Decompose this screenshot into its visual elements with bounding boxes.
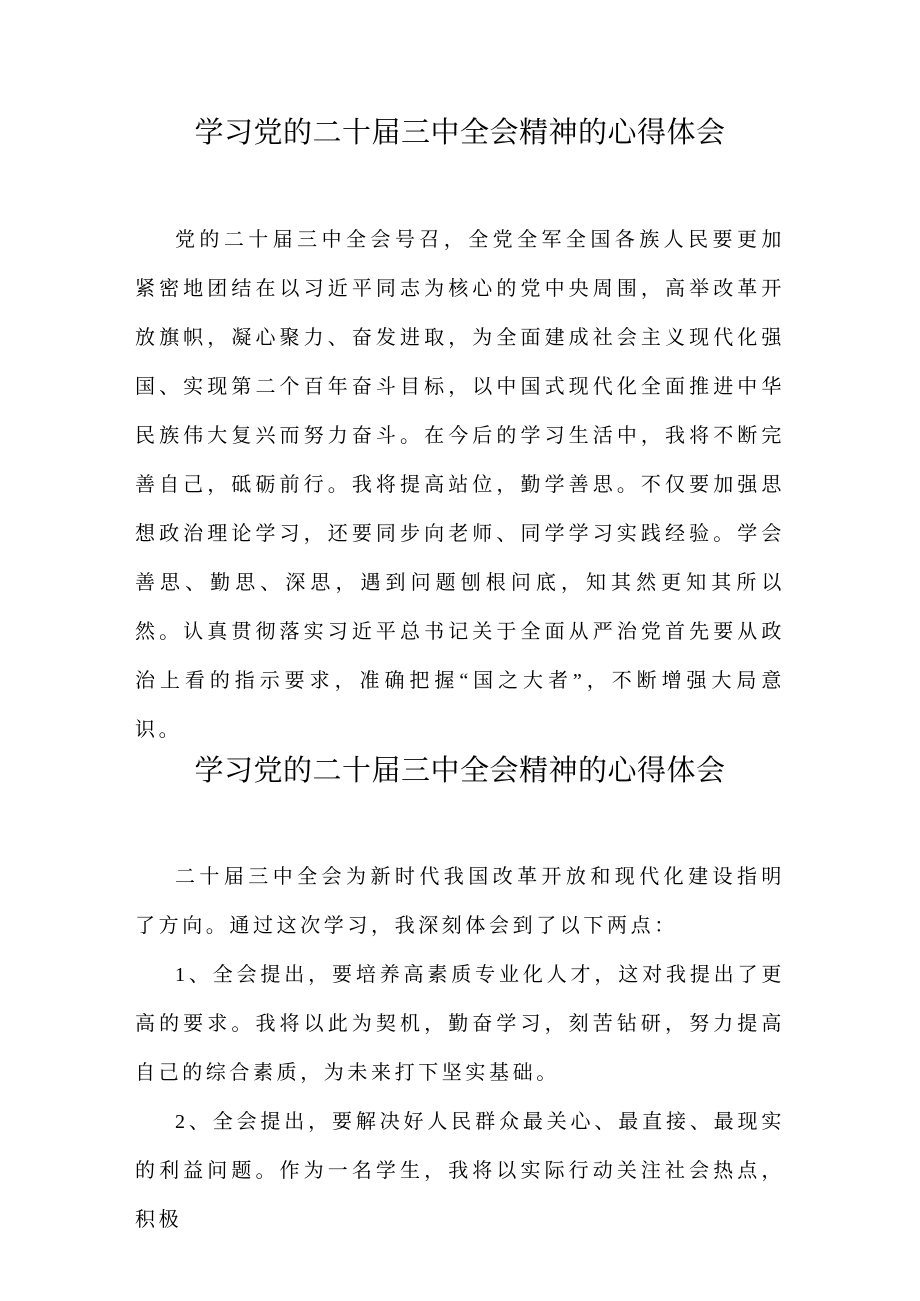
essay-paragraph: 二十届三中全会为新时代我国改革开放和现代化建设指明了方向。通过这次学习，我深刻体会到了以下两点：: [135, 866, 785, 937]
essay-section-2: [135, 751, 785, 1245]
essay-title: 学习党的二十届三中全会精神的心得体会: [194, 755, 726, 787]
essay-paragraph: 2、全会提出，要解决好人民群众最关心、最直接、最现实的利益问题。作为一名学生，我将以实际行动关注社会热点，积极: [135, 1111, 785, 1231]
essay-title: 学习党的二十届三中全会精神的心得体会: [194, 117, 726, 149]
essay-paragraph: 党的二十届三中全会号召，全党全军全国各族人民要更加紧密地团结在以习近平同志为核心的党中央周围，高举改革开放旗帜，凝心聚力、奋发进取，为全面建成社会主义现代化强国、实现第二个百年奋斗目标，以中国式现代化全面推进中华民族伟大复兴而努力奋斗。在今后的学习生活中，我将不断完善自己，砥砺前行。我将提高站位，勤学善思。不仅要加强思想政治理论学习，还要同步向老师、同学学习实践经验。学会善思、勤思、深思，遇到问题刨根问底，知其然更知其所以然。认真贯彻落实习近平总书记关于全面从严治党首先要从政治上看的指示要求，准确把握“国之大者”，不断增强大局意识。: [135, 229, 785, 741]
essay-section-1: [135, 113, 785, 755]
essay-paragraph: 1、全会提出，要培养高素质专业化人才，这对我提出了更高的要求。我将以此为契机，勤奋学习，刻苦钻研，努力提高自己的综合素质，为未来打下坚实基础。: [135, 964, 785, 1084]
